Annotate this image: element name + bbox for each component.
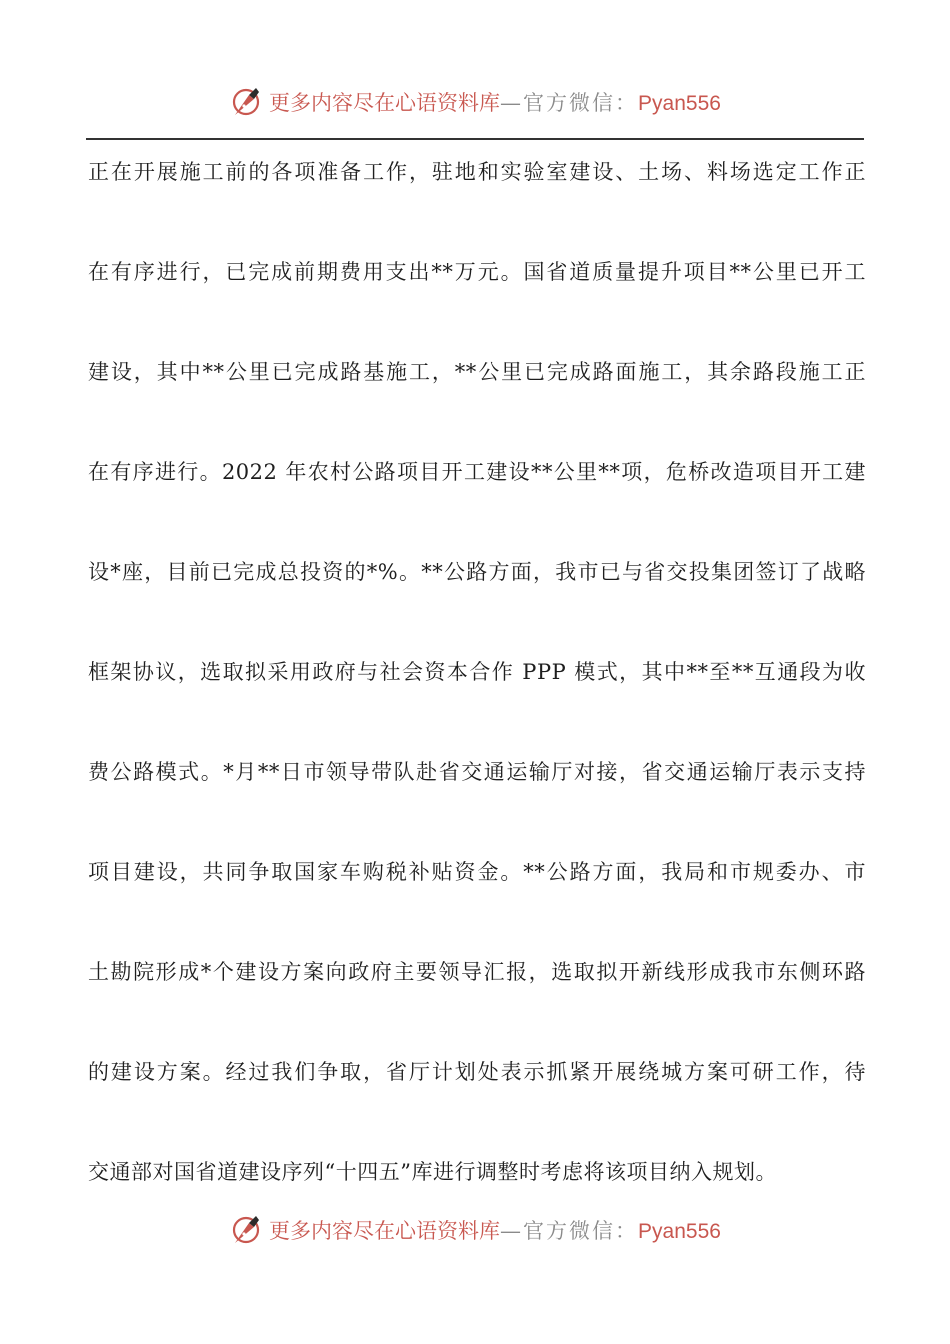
header-banner-part1: 更多内容尽在心语资料库 xyxy=(269,91,501,115)
footer-banner xyxy=(0,1208,950,1252)
footer-banner-text xyxy=(269,1215,721,1245)
body-line: 建设，其中**公里已完成路基施工，**公里已完成路面施工，其余路段施工正 xyxy=(88,360,866,384)
body-line: 正在开展施工前的各项准备工作，驻地和实验室建设、土场、料场选定工作正 xyxy=(88,160,866,184)
header-banner-handle: Pyan556 xyxy=(638,92,721,115)
body-paragraph xyxy=(88,150,866,1250)
footer-banner-part2: —官方微信： xyxy=(500,1219,639,1243)
pen-nib-logo-icon xyxy=(229,85,263,119)
body-line: 的建设方案。经过我们争取，省厅计划处表示抓紧开展绕城方案可研工作，待 xyxy=(88,1060,866,1084)
body-line: 在有序进行。2022 年农村公路项目开工建设**公里**项，危桥改造项目开工建 xyxy=(88,460,866,484)
body-line: 土勘院形成*个建设方案向政府主要领导汇报，选取拟开新线形成我市东侧环路 xyxy=(88,960,866,984)
header-divider xyxy=(86,138,864,140)
body-line: 框架协议，选取拟采用政府与社会资本合作 PPP 模式，其中**至**互通段为收 xyxy=(88,660,866,684)
body-line: 设*座，目前已完成总投资的*%。**公路方面，我市已与省交投集团签订了战略 xyxy=(88,560,866,584)
header-banner xyxy=(0,80,950,124)
footer-banner-part1: 更多内容尽在心语资料库 xyxy=(269,1219,501,1243)
body-line: 项目建设，共同争取国家车购税补贴资金。**公路方面，我局和市规委办、市 xyxy=(88,860,866,884)
pen-nib-logo-icon xyxy=(229,1213,263,1247)
body-line: 在有序进行，已完成前期费用支出**万元。国省道质量提升项目**公里已开工 xyxy=(88,260,866,284)
body-line-last: 交通部对国省道建设序列“十四五”库进行调整时考虑将该项目纳入规划。 xyxy=(88,1160,777,1184)
body-line: 费公路模式。*月**日市领导带队赴省交通运输厅对接，省交通运输厅表示支持 xyxy=(88,760,866,784)
header-banner-text xyxy=(269,87,721,117)
header-banner-part2: —官方微信： xyxy=(500,91,639,115)
footer-banner-handle: Pyan556 xyxy=(638,1220,721,1243)
